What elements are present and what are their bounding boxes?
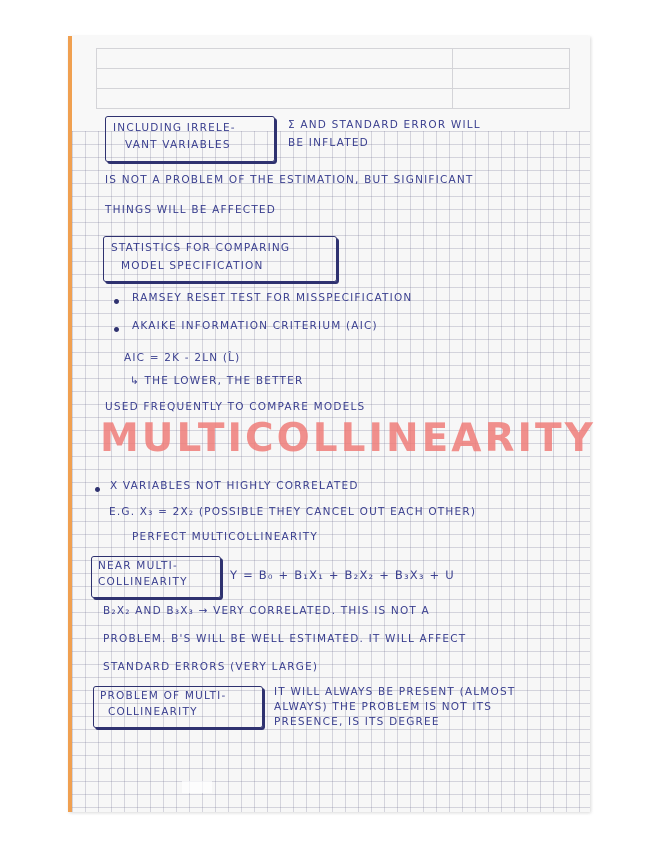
aic-usage: USED FREQUENTLY TO COMPARE MODELS — [105, 401, 366, 413]
box4-note-line2: ALWAYS) THE PROBLEM IS NOT ITS — [274, 701, 493, 713]
para-line3: STANDARD ERRORS (VERY LARGE) — [103, 661, 319, 673]
box1-line1: INCLUDING IRRELE- — [113, 122, 236, 134]
box1-note-line2: BE INFLATED — [288, 137, 369, 149]
box1-note-line1: Σ AND STANDARD ERROR WILL — [288, 119, 481, 131]
aic-note: ↳ THE LOWER, THE BETTER — [130, 375, 304, 387]
note1-line2: THINGS WILL BE AFFECTED — [105, 204, 277, 216]
box3-line2: COLLINEARITY — [98, 576, 188, 588]
bullet-dot — [95, 487, 100, 492]
note1-line1: IS NOT A PROBLEM OF THE ESTIMATION, BUT SIGNIFICANT — [105, 174, 474, 186]
para-line1: Β₂X₂ AND Β₃X₃ → VERY CORRELATED. THIS IS NOT A — [103, 605, 430, 617]
aic-formula: AIC = 2K - 2LN (L̂) — [124, 352, 241, 364]
box4-note-line3: PRESENCE, IS ITS DEGREE — [274, 716, 440, 728]
bullet-dot — [114, 327, 119, 332]
box4-line2: COLLINEARITY — [108, 706, 198, 718]
bullet-ramsey: RAMSEY RESET TEST FOR MISSPECIFICATION — [132, 292, 413, 304]
example-line: E.G. X₃ = 2X₂ (POSSIBLE THEY CANCEL OUT EACH OTHER) — [109, 506, 477, 518]
box1-line2: VANT VARIABLES — [125, 139, 231, 151]
regression-equation: Y = Β₀ + Β₁X₁ + Β₂X₂ + Β₃X₃ + U — [230, 568, 455, 582]
bullet-dot — [114, 299, 119, 304]
box4-line1: PROBLEM OF MULTI- — [100, 690, 227, 702]
box2-line1: STATISTICS FOR COMPARING — [111, 242, 291, 254]
perfect-multicollinearity: PERFECT MULTICOLLINEARITY — [132, 531, 318, 543]
multicollinearity-title: MULTICOLLINEARITY — [100, 416, 596, 461]
paper-mark — [182, 781, 212, 793]
box4-note-line1: IT WILL ALWAYS BE PRESENT (ALMOST — [274, 686, 516, 698]
box3-line1: NEAR MULTI- — [98, 560, 178, 572]
bullet-akaike: AKAIKE INFORMATION CRITERIUM (AIC) — [132, 320, 378, 332]
box2-line2: MODEL SPECIFICATION — [121, 260, 264, 272]
para-line2: PROBLEM. Β'S WILL BE WELL ESTIMATED. IT WILL AFFECT — [103, 633, 467, 645]
bullet-x-variables: X VARIABLES NOT HIGHLY CORRELATED — [110, 480, 359, 492]
